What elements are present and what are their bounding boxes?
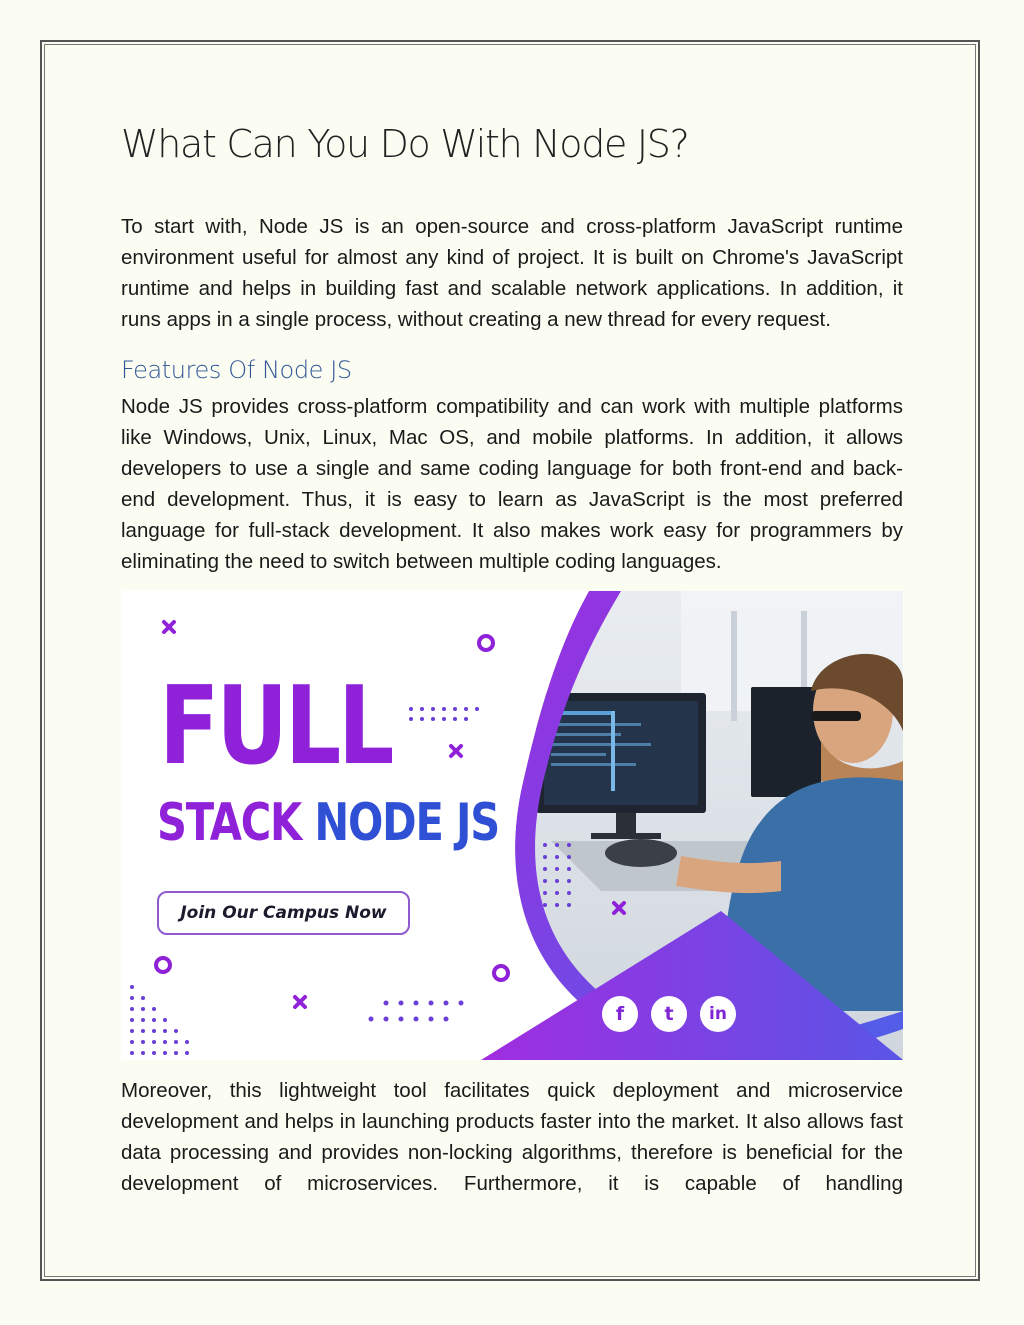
linkedin-icon[interactable]: in xyxy=(700,996,736,1032)
banner-headline-nodejs: NODE JS xyxy=(314,793,500,853)
banner-headline-stack: STACK xyxy=(157,793,315,853)
banner-headline-full: FULL xyxy=(159,664,392,789)
features-paragraph: Node JS provides cross-platform compatibility and can work with multiple platforms like Windows, Unix, Linux, Mac OS, and mobile platforms. In addition, it allows developers to use a single and same coding language for both front-end and back-end development. Thus, it is easy to learn as JavaScript is the most preferred language for full-stack development. It also makes work easy for programmers by eliminating the need to switch between multiple coding languages. xyxy=(121,395,903,574)
banner-headline-sub xyxy=(157,793,500,853)
intro-paragraph: To start with, Node JS is an open-source and cross-platform JavaScript runtime environment useful for almost any kind of project. It is built on Chrome's JavaScript runtime and helps in building fast and scalable network applications. In addition, it runs apps in a single process, without creating a new thread for every request. xyxy=(121,215,903,332)
monitor-right xyxy=(751,687,821,797)
join-campus-button[interactable]: Join Our Campus Now xyxy=(157,891,410,935)
document-body xyxy=(121,120,903,577)
page-title: What Can You Do With Node JS? xyxy=(121,122,689,166)
facebook-icon[interactable]: f xyxy=(602,996,638,1032)
closing-paragraph: Moreover, this lightweight tool facilitates quick deployment and microservice development and helps in launching products faster into the market. It also allows fast data processing and provides non-locking algorithms, therefore is beneficial for the development of microservices. Furthermore, it is capable of handling xyxy=(121,1079,903,1195)
full-stack-banner-image xyxy=(121,591,903,1060)
document-body-continued xyxy=(121,1075,903,1199)
twitter-icon[interactable]: t xyxy=(651,996,687,1032)
features-heading: Features Of Node JS xyxy=(121,356,352,385)
